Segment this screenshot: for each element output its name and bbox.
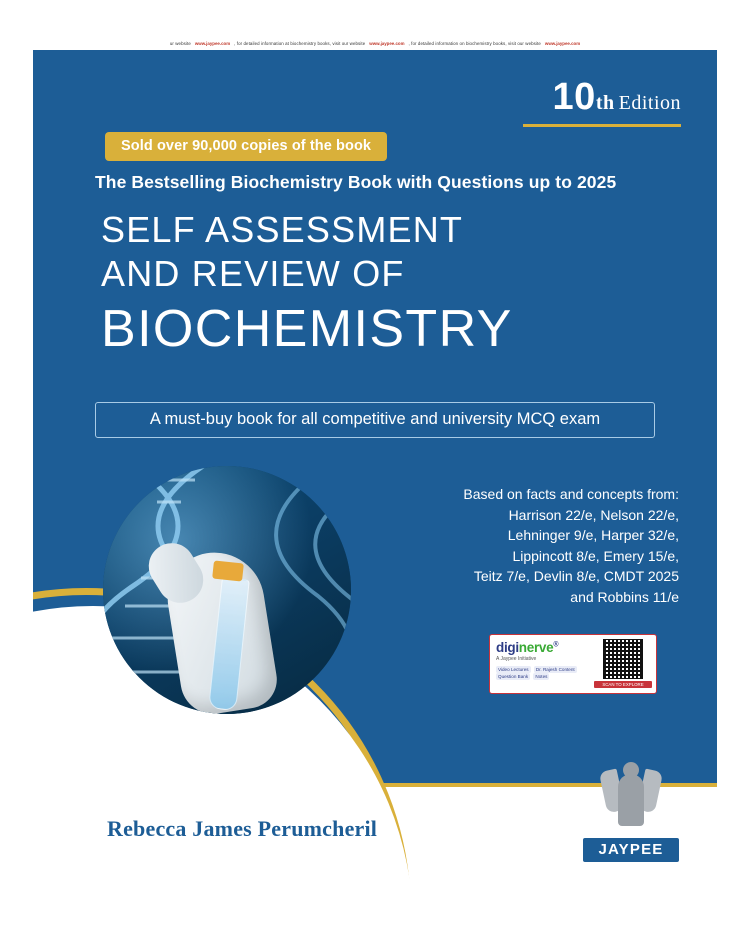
diginerve-tagline: A Jaypee Initiative bbox=[496, 656, 537, 662]
based-on-line-2: Lehninger 9/e, Harper 32/e, bbox=[507, 527, 679, 543]
based-on-block bbox=[379, 484, 679, 607]
edition-ordinal: th bbox=[595, 92, 615, 114]
edition-number: 10 bbox=[552, 76, 596, 118]
title-line-2: AND REVIEW OF bbox=[101, 253, 405, 294]
jaypee-brother-icon bbox=[601, 760, 661, 834]
diginerve-brand-second: nerve bbox=[518, 640, 554, 655]
diginerve-info bbox=[490, 635, 594, 693]
feature-3: Question Bank bbox=[498, 674, 529, 679]
diginerve-panel[interactable] bbox=[489, 634, 657, 694]
feature-2: Dr. Rajesh Content bbox=[535, 667, 575, 672]
diginerve-features bbox=[496, 666, 590, 680]
feature-1: Video Lectures bbox=[498, 667, 529, 672]
strip-text-1: ur website bbox=[169, 40, 191, 46]
registered-mark-icon: ® bbox=[553, 641, 559, 649]
strip-url-3[interactable]: www.jaypee.com bbox=[544, 40, 581, 46]
book-cover bbox=[33, 36, 717, 916]
edition-word: Edition bbox=[618, 92, 681, 114]
gloved-hand bbox=[159, 524, 279, 714]
edition-underline bbox=[523, 124, 681, 127]
based-on-line-1: Harrison 22/e, Nelson 22/e, bbox=[508, 506, 679, 523]
jaypee-head bbox=[623, 762, 639, 778]
based-on-line-4: Teitz 7/e, Devlin 8/e, CMDT 2025 bbox=[473, 568, 679, 584]
title-line-3: BIOCHEMISTRY bbox=[101, 300, 513, 358]
test-tube-cap bbox=[212, 560, 244, 581]
feature-4: Notes bbox=[535, 674, 548, 679]
based-on-line-3: Lippincott 8/e, Emery 15/e, bbox=[512, 547, 679, 564]
diginerve-brand-first: digi bbox=[496, 640, 519, 655]
cover-tagline: The Bestselling Biochemistry Book with Questions up to 2025 bbox=[95, 172, 617, 192]
book-subtitle: A must-buy book for all competitive and university MCQ exam bbox=[95, 402, 655, 438]
publisher-name: JAYPEE bbox=[583, 838, 679, 862]
strip-text-2: , for detailed information at biochemistry books, visit our website bbox=[234, 40, 366, 46]
qr-scan-label: SCAN TO EXPLORE bbox=[594, 681, 652, 688]
based-on-line-5: and Robbins 11/e bbox=[570, 588, 679, 605]
sold-copies-badge: Sold over 90,000 copies of the book bbox=[105, 132, 387, 161]
strip-text-3: , for detailed information on biochemistry books, visit our website bbox=[408, 40, 541, 46]
qr-code-icon[interactable] bbox=[603, 639, 643, 679]
publisher-logo bbox=[583, 760, 679, 862]
strip-url-2[interactable]: www.jaypee.com bbox=[369, 40, 405, 46]
author-name: Rebecca James Perumcheril bbox=[107, 816, 378, 841]
diginerve-logo bbox=[496, 640, 590, 655]
based-on-heading: Based on facts and concepts from: bbox=[463, 486, 679, 502]
diginerve-qr-block[interactable] bbox=[594, 635, 656, 693]
book-title bbox=[101, 208, 513, 360]
strip-url-1[interactable]: www.jaypee.com bbox=[194, 40, 231, 46]
title-line-1: SELF ASSESSMENT bbox=[101, 209, 464, 250]
edition-badge bbox=[553, 76, 681, 119]
top-info-strip bbox=[33, 36, 717, 50]
cover-photo bbox=[103, 466, 351, 714]
jaypee-body bbox=[618, 774, 644, 826]
